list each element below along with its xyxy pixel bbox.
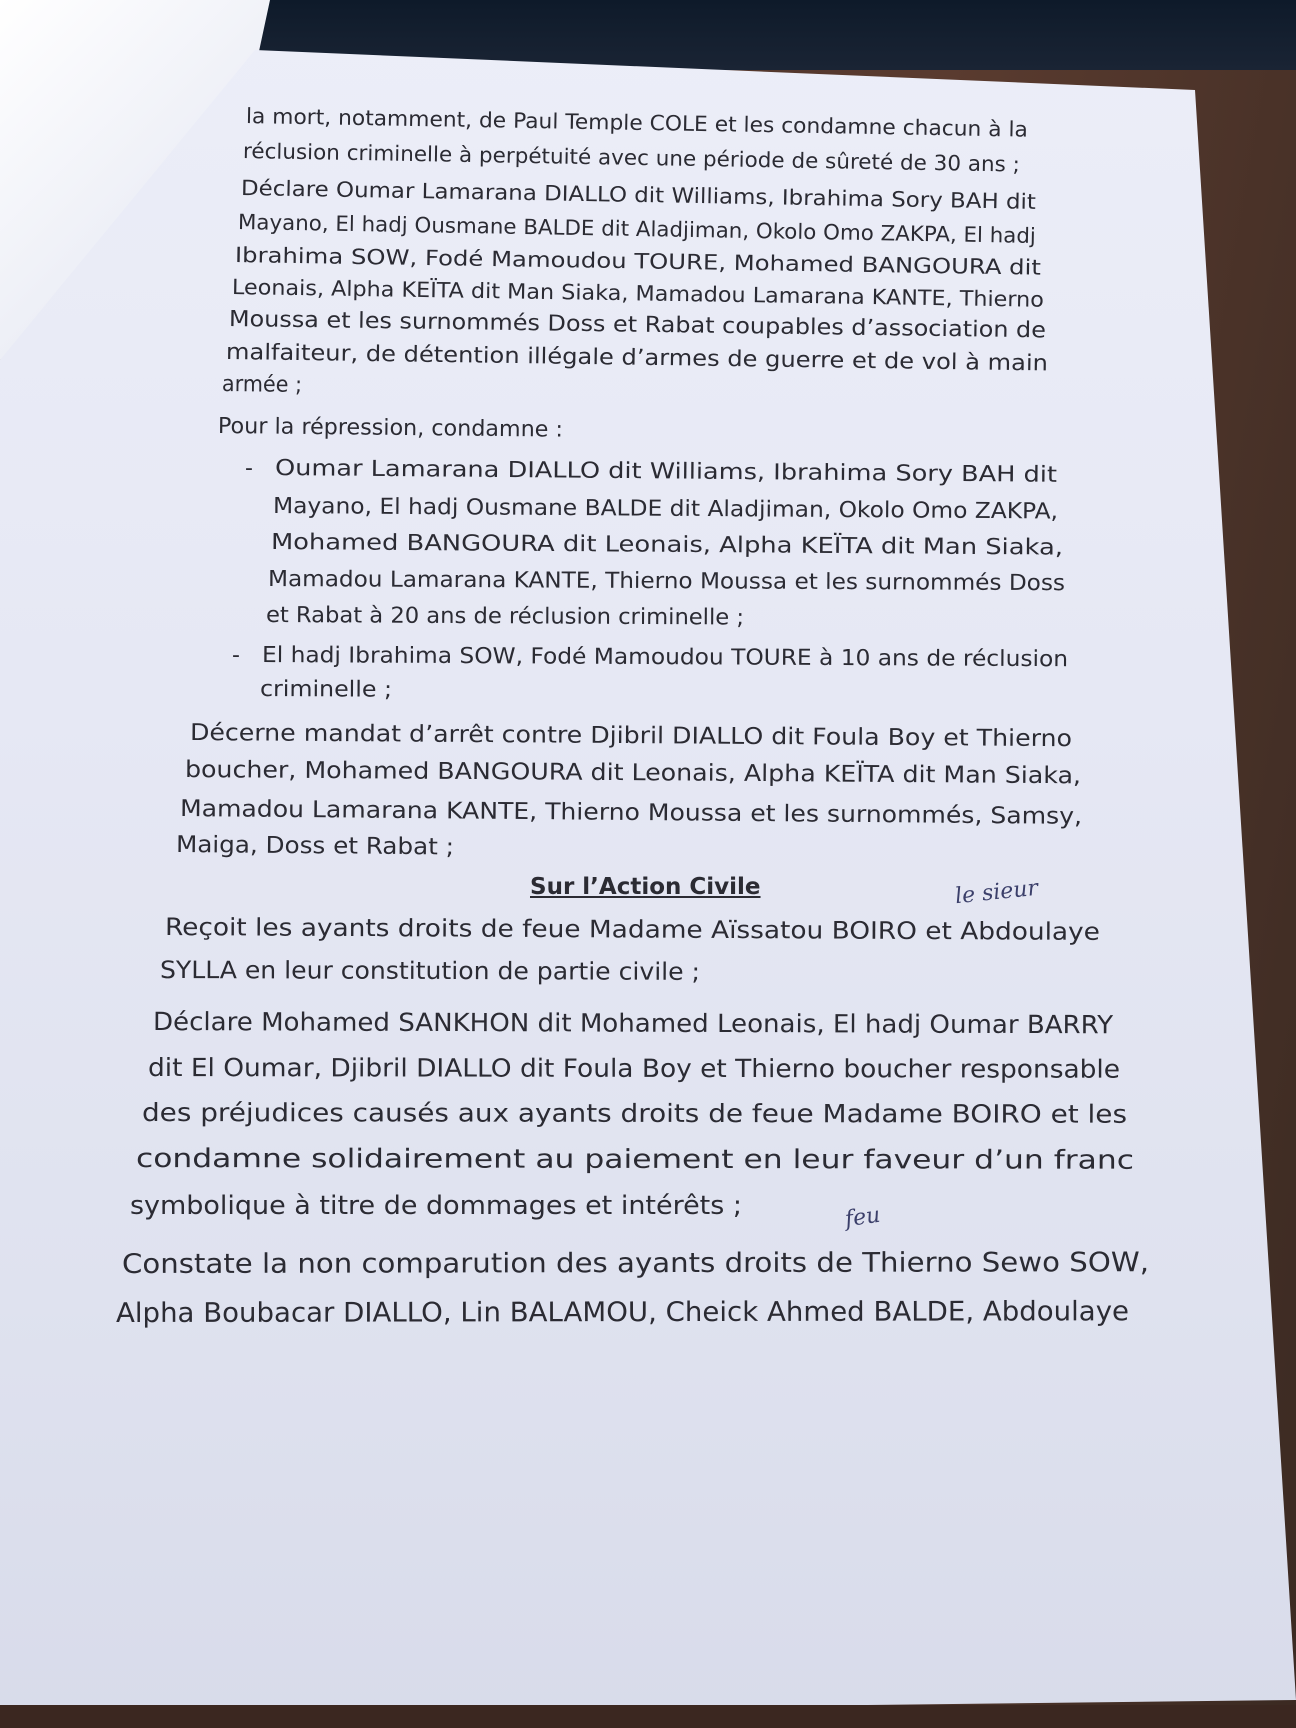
document-line: symbolique à titre de dommages et intérêts ; — [130, 1191, 742, 1221]
handwritten-annotation-le-sieur: le sieur — [953, 875, 1040, 910]
document-line: réclusion criminelle à perpétuité avec une période de sûreté de 30 ans ; — [242, 139, 1021, 177]
document-line: Moussa et les surnommés Doss et Rabat coupables d’association de — [228, 307, 1047, 344]
document-line: Oumar Lamarana DIALLO dit Williams, Ibrahima Sory BAH dit — [274, 456, 1058, 488]
document-line: la mort, notamment, de Paul Temple COLE et les condamne chacun à la — [245, 104, 1029, 142]
bullet-dash-1: - — [245, 456, 253, 481]
document-line: Déclare Oumar Lamarana DIALLO dit Williams, Ibrahima Sory BAH dit — [240, 176, 1037, 214]
document-line: Constate la non comparution des ayants droits de Thierno Sewo SOW, — [121, 1247, 1150, 1280]
document-line: boucher, Mohamed BANGOURA dit Leonais, Alpha KEÏTA dit Man Siaka, — [184, 757, 1082, 790]
document-line: Reçoit les ayants droits de feue Madame Aïssatou BOIRO et Abdoulaye — [164, 913, 1101, 946]
document-line: Alpha Boubacar DIALLO, Lin BALAMOU, Cheick Ahmed BALDE, Abdoulaye — [115, 1296, 1130, 1329]
document-line: malfaiteur, de détention illégale d’armes de guerre et de vol à main — [225, 340, 1049, 377]
document-line: Ibrahima SOW, Fodé Mamoudou TOURE, Mohamed BANGOURA dit — [234, 243, 1042, 280]
document-line: et Rabat à 20 ans de réclusion criminelle ; — [265, 603, 745, 631]
document-line: Mamadou Lamarana KANTE, Thierno Moussa et les surnommés Doss — [267, 567, 1066, 597]
document-line: armée ; — [221, 372, 303, 398]
document-line: Mayano, El hadj Ousmane BALDE dit Aladjiman, Okolo Omo ZAKPA, El hadj — [237, 210, 1037, 248]
document-line: Décerne mandat d’arrêt contre Djibril DIALLO dit Foula Boy et Thierno — [189, 720, 1073, 753]
document-line: dit El Oumar, Djibril DIALLO dit Foula Boy et Thierno boucher responsable — [147, 1053, 1121, 1084]
document-line: des préjudices causés aux ayants droits de feue Madame BOIRO et les — [141, 1098, 1128, 1129]
section-heading: Sur l’Action Civile — [530, 874, 761, 900]
handwritten-annotation-feu: feu — [843, 1202, 882, 1233]
document-line: Déclare Mohamed SANKHON dit Mohamed Leonais, El hadj Oumar BARRY — [152, 1007, 1114, 1040]
document-line: El hadj Ibrahima SOW, Fodé Mamoudou TOURE à 10 ans de réclusion — [261, 643, 1069, 673]
document-line: criminelle ; — [259, 677, 393, 703]
document-line: Mamadou Lamarana KANTE, Thierno Moussa et les surnommés, Samsy, — [179, 796, 1083, 830]
document-line: Mohamed BANGOURA dit Leonais, Alpha KEÏTA dit Man Siaka, — [270, 530, 1064, 561]
document-line: Mayano, El hadj Ousmane BALDE dit Aladjiman, Okolo Omo ZAKPA, — [272, 494, 1059, 525]
document-line: condamne solidairement au paiement en leur faveur d’un franc — [135, 1144, 1135, 1176]
document-line: Pour la répression, condamne : — [217, 414, 564, 443]
document-line: Leonais, Alpha KEÏTA dit Man Siaka, Mamadou Lamarana KANTE, Thierno — [231, 275, 1045, 312]
document-line: SYLLA en leur constitution de partie civile ; — [159, 956, 701, 986]
bullet-dash-2: - — [232, 643, 240, 668]
document-line: Maiga, Doss et Rabat ; — [175, 832, 455, 861]
